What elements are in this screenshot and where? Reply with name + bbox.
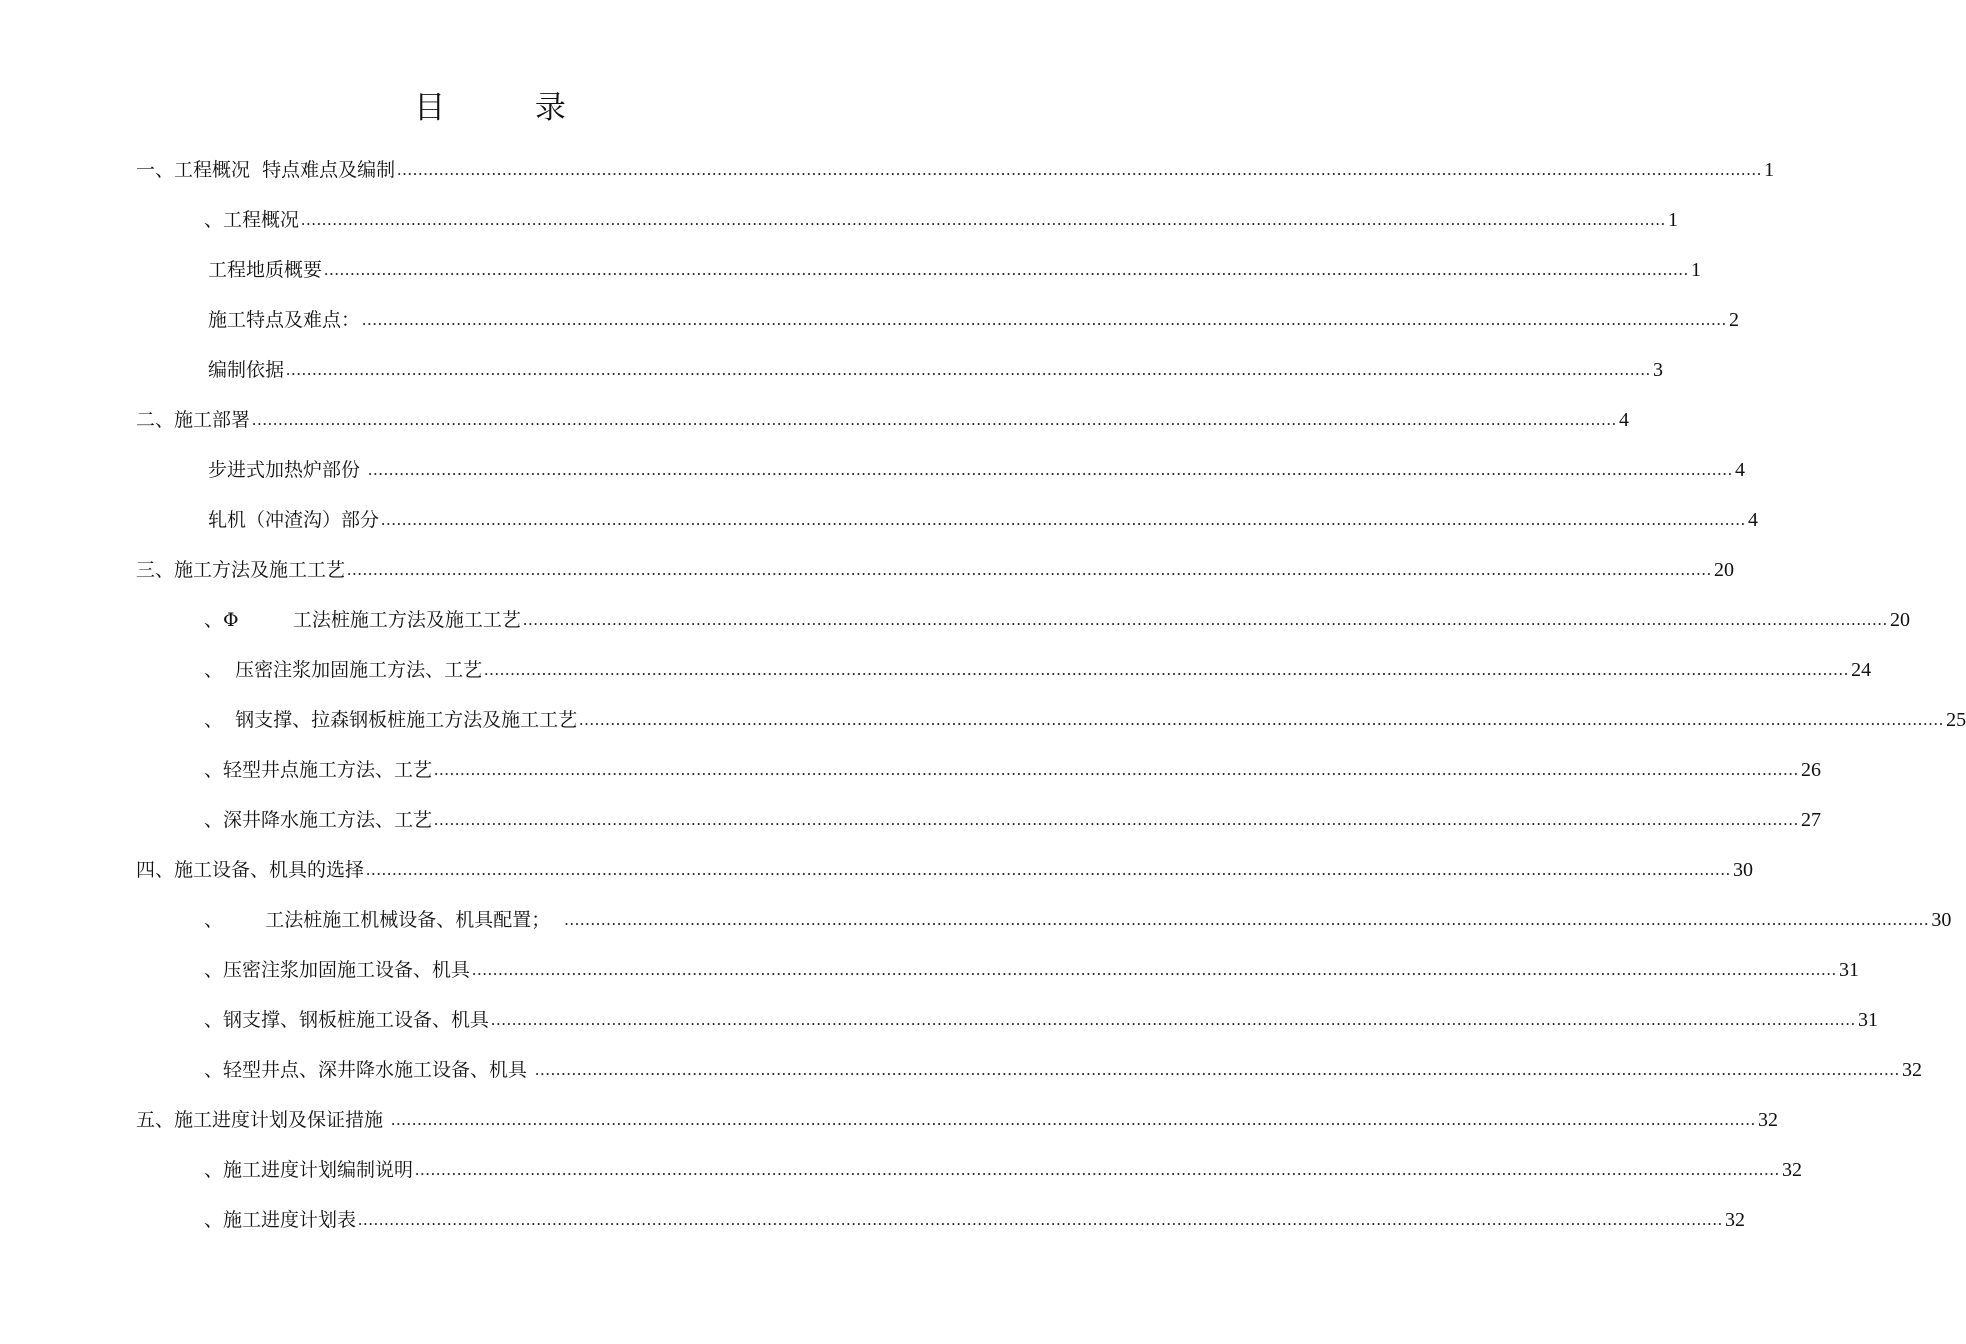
toc-entry-label: 、压密注浆加固施工设备、机具 bbox=[204, 959, 471, 981]
toc-entry[interactable] bbox=[136, 545, 1735, 595]
toc-entry-label: 、轻型井点、深井降水施工设备、机具 bbox=[204, 1059, 534, 1081]
toc-entry-label: 四、施工设备、机具的选择 bbox=[136, 859, 365, 881]
toc-entry-label: 三、施工方法及施工工艺 bbox=[136, 559, 346, 581]
toc-page-number: 4 bbox=[1619, 409, 1630, 431]
toc-entry-label: 二、施工部署 bbox=[136, 409, 251, 431]
toc-dot-leader: .................................................................................................................................................................................................................................................................... bbox=[368, 460, 1734, 479]
toc-page-number: 32 bbox=[1725, 1209, 1746, 1231]
toc-page-number: 32 bbox=[1902, 1059, 1923, 1081]
toc-dot-leader: .................................................................................................................................................................................................................................................................... bbox=[415, 1160, 1781, 1179]
toc-page-number: 25 bbox=[1946, 709, 1966, 731]
toc-entry-label: 、轻型井点施工方法、工艺 bbox=[204, 759, 433, 781]
toc-entry-label: 工程地质概要 bbox=[208, 259, 323, 281]
toc-entry[interactable] bbox=[208, 345, 1664, 395]
toc-entry-label: 、 工法桩施工机械设备、机具配置； bbox=[204, 909, 563, 931]
toc-entry[interactable] bbox=[136, 145, 1775, 195]
toc-dot-leader: .................................................................................................................................................................................................................................................................... bbox=[366, 860, 1732, 879]
toc-entry-label: 、施工进度计划编制说明 bbox=[204, 1159, 414, 1181]
toc-entry[interactable] bbox=[204, 745, 1822, 795]
toc-dot-leader: .................................................................................................................................................................................................................................................................... bbox=[434, 810, 1800, 829]
toc-entry[interactable] bbox=[204, 645, 1872, 695]
toc-dot-leader: .................................................................................................................................................................................................................................................................... bbox=[397, 160, 1763, 179]
toc-page-number: 20 bbox=[1889, 609, 1910, 631]
toc-page-number: 20 bbox=[1714, 559, 1735, 581]
toc-entry-label: 施工特点及难点： bbox=[208, 309, 361, 331]
toc-entry[interactable] bbox=[204, 945, 1860, 995]
toc-page-number: 2 bbox=[1729, 309, 1740, 331]
toc-entry[interactable] bbox=[136, 845, 1754, 895]
toc-entry-label: 轧机（冲渣沟）部分 bbox=[208, 509, 380, 531]
toc-entry[interactable] bbox=[204, 1045, 1923, 1095]
toc-page-number: 4 bbox=[1735, 459, 1746, 481]
toc-entry[interactable] bbox=[136, 1095, 1779, 1145]
toc-page-number: 32 bbox=[1782, 1159, 1803, 1181]
toc-page-number: 32 bbox=[1758, 1109, 1779, 1131]
toc-page-number: 30 bbox=[1733, 859, 1754, 881]
toc-page-number: 1 bbox=[1691, 259, 1702, 281]
toc-dot-leader: .................................................................................................................................................................................................................................................................... bbox=[535, 1060, 1901, 1079]
toc-page-number: 4 bbox=[1748, 509, 1759, 531]
toc-entry-label: 、 压密注浆加固施工方法、工艺 bbox=[204, 659, 483, 681]
toc-dot-leader: .................................................................................................................................................................................................................................................................... bbox=[484, 660, 1850, 679]
toc-dot-leader: .................................................................................................................................................................................................................................................................... bbox=[358, 1210, 1724, 1229]
toc-dot-leader: .................................................................................................................................................................................................................................................................... bbox=[579, 710, 1945, 729]
toc-page-number: 27 bbox=[1801, 809, 1822, 831]
toc-entry[interactable] bbox=[208, 295, 1740, 345]
toc-entry-label: 步进式加热炉部份 bbox=[208, 459, 367, 481]
toc-entry[interactable] bbox=[136, 395, 1630, 445]
toc-entry[interactable] bbox=[204, 595, 1910, 645]
toc-entry[interactable] bbox=[204, 995, 1879, 1045]
toc-title: 目 录 bbox=[414, 90, 606, 126]
toc-entry[interactable] bbox=[204, 195, 1679, 245]
toc-entry[interactable] bbox=[204, 1145, 1803, 1195]
toc-dot-leader: .................................................................................................................................................................................................................................................................... bbox=[286, 360, 1652, 379]
toc-page-number: 24 bbox=[1851, 659, 1872, 681]
toc-page-number: 1 bbox=[1668, 209, 1679, 231]
toc-dot-leader: .................................................................................................................................................................................................................................................................... bbox=[301, 210, 1667, 229]
toc-entry[interactable] bbox=[204, 1195, 1746, 1245]
toc-entry[interactable] bbox=[204, 895, 1952, 945]
toc-page-number: 26 bbox=[1801, 759, 1822, 781]
toc-page-number: 30 bbox=[1931, 909, 1952, 931]
toc-dot-leader: .................................................................................................................................................................................................................................................................... bbox=[391, 1110, 1757, 1129]
toc-entry[interactable] bbox=[208, 445, 1746, 495]
toc-entry[interactable] bbox=[204, 795, 1822, 845]
toc-page-number: 31 bbox=[1858, 1009, 1879, 1031]
toc-entry[interactable] bbox=[204, 695, 1966, 745]
toc-dot-leader: .................................................................................................................................................................................................................................................................... bbox=[522, 610, 1888, 629]
toc-dot-leader: .................................................................................................................................................................................................................................................................... bbox=[381, 510, 1747, 529]
toc-entry-label: 、 钢支撑、拉森钢板桩施工方法及施工工艺 bbox=[204, 709, 578, 731]
toc-entry[interactable] bbox=[208, 245, 1702, 295]
toc-dot-leader: .................................................................................................................................................................................................................................................................... bbox=[491, 1010, 1857, 1029]
toc-entry-label: 、Φ 工法桩施工方法及施工工艺 bbox=[204, 609, 521, 631]
toc-entry-label: 、钢支撑、钢板桩施工设备、机具 bbox=[204, 1009, 490, 1031]
toc-dot-leader: .................................................................................................................................................................................................................................................................... bbox=[362, 310, 1728, 329]
toc-entry[interactable] bbox=[208, 495, 1759, 545]
toc-dot-leader: .................................................................................................................................................................................................................................................................... bbox=[252, 410, 1618, 429]
toc-dot-leader: .................................................................................................................................................................................................................................................................... bbox=[472, 960, 1838, 979]
toc-page-number: 31 bbox=[1839, 959, 1860, 981]
toc-entry-label: 、施工进度计划表 bbox=[204, 1209, 357, 1231]
toc-dot-leader: .................................................................................................................................................................................................................................................................... bbox=[434, 760, 1800, 779]
toc-entry-label: 编制依据 bbox=[208, 359, 285, 381]
toc-page-number: 3 bbox=[1653, 359, 1664, 381]
toc-entry-label: 一、工程概况 特点难点及编制 bbox=[136, 159, 396, 181]
toc-page-number: 1 bbox=[1764, 159, 1775, 181]
toc-dot-leader: .................................................................................................................................................................................................................................................................... bbox=[324, 260, 1690, 279]
toc-entry-label: 、工程概况 bbox=[204, 209, 300, 231]
toc-dot-leader: .................................................................................................................................................................................................................................................................... bbox=[564, 910, 1930, 929]
toc-entry-label: 、深井降水施工方法、工艺 bbox=[204, 809, 433, 831]
toc-dot-leader: .................................................................................................................................................................................................................................................................... bbox=[347, 560, 1713, 579]
toc-entry-label: 五、施工进度计划及保证措施 bbox=[136, 1109, 390, 1131]
